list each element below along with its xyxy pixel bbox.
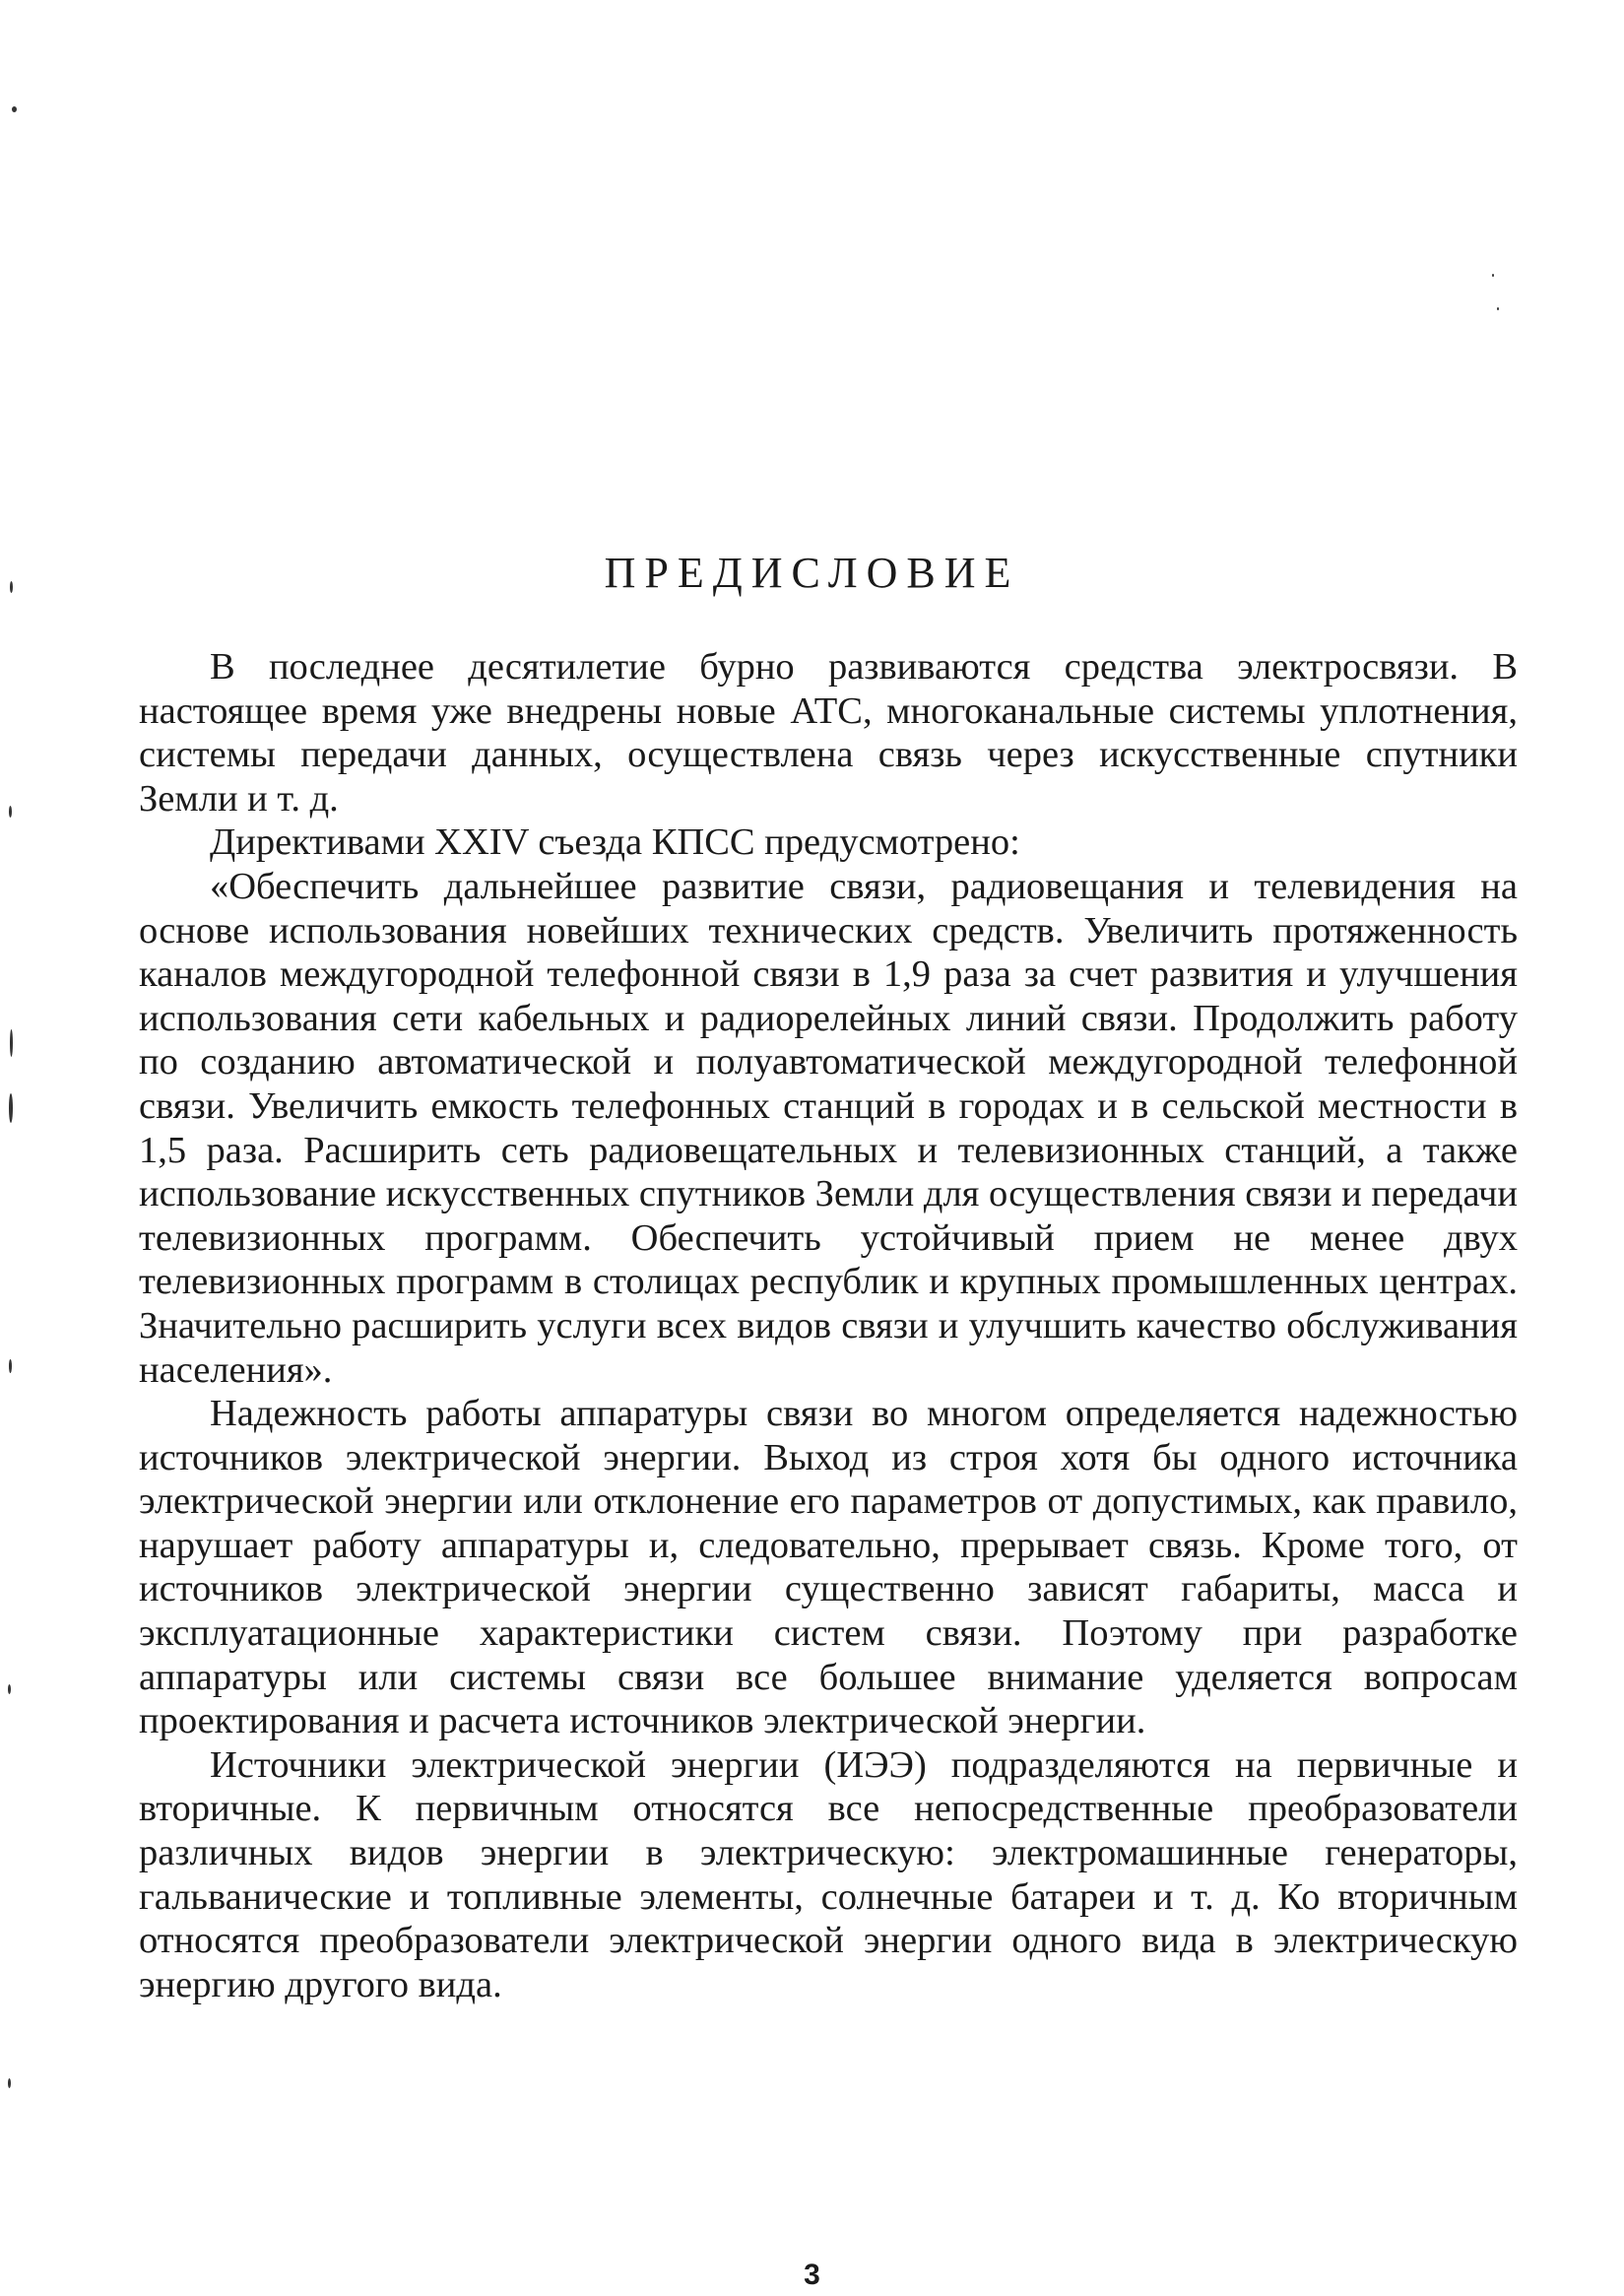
scan-speck bbox=[1492, 274, 1494, 277]
paragraph: Источники электрической энергии (ИЭЭ) подразделяются на первичные и вторичные. К первичным относятся все непосредственные преобразователи различных видов энергии в электрическую: электромашинные генераторы, гальванические и топливные элементы, солнечные батареи и т. д. Ко вторичным относятся преобразователи электрической энергии одного вида в электрическую энергию другого вида. bbox=[139, 1743, 1518, 2005]
scan-speck bbox=[8, 1684, 11, 1694]
paragraph: Надежность работы аппаратуры связи во многом определяется надежностью источников электрической энергии. Выход из строя хотя бы одного источника электрической энергии или отклонение его параметров от допустимых, как правило, нарушает работу аппаратуры и, следовательно, прерывает связь. Кроме того, от источников электрической энергии существенно зависят габариты, масса и эксплуатационные характеристики систем связи. Поэтому при разработке аппаратуры или системы связи все большее внимание уделяется вопросам проектирования и расчета источников электрической энергии. bbox=[139, 1393, 1518, 1742]
page-title: ПРЕДИСЛОВИЕ bbox=[604, 549, 1020, 597]
scan-speck bbox=[1497, 307, 1499, 310]
scan-speck bbox=[8, 2078, 11, 2088]
paragraph: Директивами XXIV съезда КПСС предусмотрено: bbox=[210, 821, 1020, 864]
paragraph: «Обеспечить дальнейшее развитие связи, радиовещания и телевидения на основе использования новейших технических средств. Увеличить протяженность каналов междугородной телефонной связи в 1,9 раза за счет развития и улучшения использования сети кабельных и радиорелейных линий связи. Продолжить работу по созданию автоматической и полуавтоматической междугородной телефонной связи. Увеличить емкость телефонных станций в городах и в сельской местности в 1,5 раза. Расширить сеть радиовещательных и телевизионных станций, а также использование искусственных спутников Земли для осуществления связи и передачи телевизионных программ. Обеспечить устойчивый прием не менее двух телевизионных программ в столицах республик и крупных промышленных центрах. Значительно расширить услуги всех видов связи и улучшить качество обслуживания населения». bbox=[139, 865, 1518, 1391]
scan-speck bbox=[10, 1029, 13, 1057]
scan-speck bbox=[9, 806, 12, 818]
scan-speck bbox=[12, 106, 17, 112]
scan-speck bbox=[9, 1093, 13, 1123]
page-number: 3 bbox=[804, 2259, 820, 2291]
body-text bbox=[139, 645, 1518, 2006]
scan-speck bbox=[9, 1359, 12, 1373]
paragraph: В последнее десятилетие бурно развиваются средства электросвязи. В настоящее время уже внедрены новые АТС, многоканальные системы уплотнения, системы передачи данных, осуществлена связь через искусственные спутники Земли и т. д. bbox=[139, 646, 1518, 820]
